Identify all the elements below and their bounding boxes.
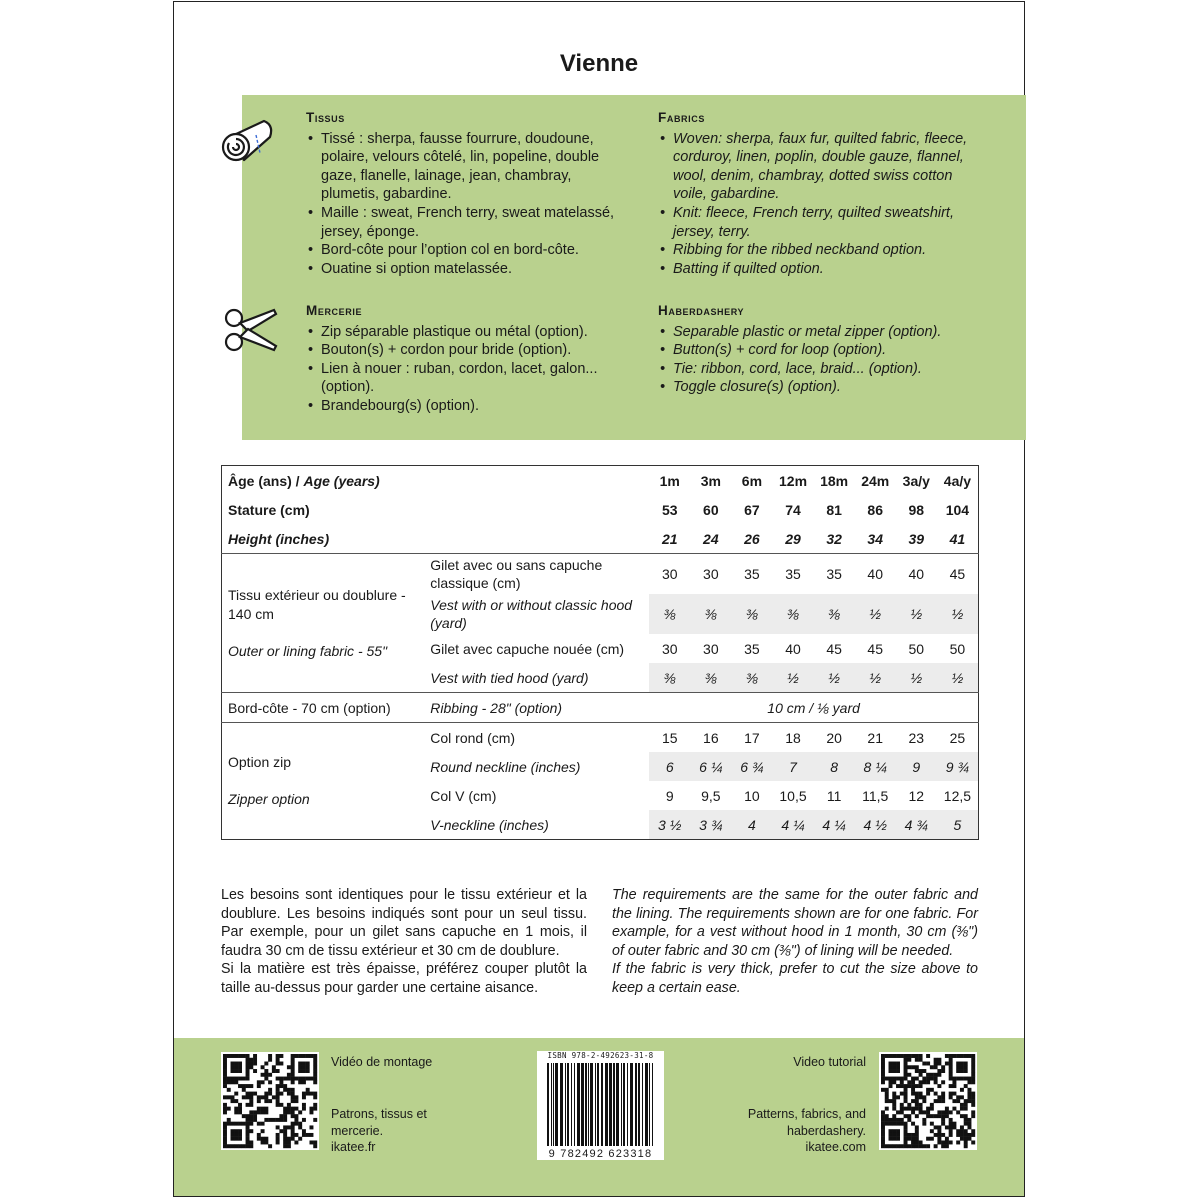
table-cell: 20: [814, 723, 855, 753]
fabrics-fr-heading: Tissus: [306, 110, 345, 125]
table-cell: 3a/y: [902, 472, 930, 489]
table-cell: ⅜: [814, 594, 855, 634]
table-cell: 30: [661, 640, 678, 657]
table-cell: 12,5: [943, 787, 972, 804]
list-item: • Tie: ribbon, cord, lace, braid... (option).: [658, 360, 980, 379]
vest-classic-cm-label: Gilet avec ou sans capuche classique (cm): [424, 554, 649, 595]
zip-group-label: Option zip Zipper option: [222, 723, 425, 840]
list-item: • Knit: fleece, French terry, quilted sweatshirt, jersey, terry.: [658, 204, 980, 241]
table-cell: 4 ¼: [772, 810, 813, 840]
v-cm-label: Col V (cm): [430, 787, 497, 804]
list-item: • Batting if quilted option.: [658, 260, 980, 279]
table-row: [222, 723, 979, 753]
table-cell: 24: [703, 530, 719, 547]
table-cell: 26: [744, 530, 760, 547]
fabrics-en-section: [658, 109, 980, 278]
qr-code-icon[interactable]: [879, 1052, 977, 1150]
pattern-back-sheet: [173, 1, 1025, 1197]
table-cell: ⅜: [731, 594, 772, 634]
ribbing-value: 10 cm / ⅛ yard: [649, 693, 978, 723]
table-cell: ⅜: [690, 594, 731, 634]
vest-tied-yd-label: Vest with tied hood (yard): [430, 669, 589, 686]
table-cell: ½: [896, 594, 937, 634]
table-cell: 5: [937, 810, 979, 840]
table-cell: 6 ¾: [731, 752, 772, 781]
table-cell: 21: [661, 530, 678, 547]
table-cell: ½: [937, 594, 979, 634]
table-cell: 40: [855, 554, 896, 595]
height-label: Height (inches): [228, 530, 330, 547]
table-cell: 6m: [741, 472, 763, 489]
table-cell: 53: [661, 501, 678, 518]
fabric-requirements-table: [221, 465, 979, 840]
table-cell: 32: [826, 530, 842, 547]
fabrics-fr-list: [306, 130, 630, 279]
list-item: • Woven: sherpa, faux fur, quilted fabric, fleece, corduroy, linen, poplin, double gauze, flannel, wool, denim, chambray, dotted swiss cotton voile, gabardine.: [658, 130, 980, 204]
round-cm-label: Col rond (cm): [424, 723, 649, 753]
table-cell: 35: [731, 554, 772, 595]
table-cell: 16: [690, 723, 731, 753]
table-cell: 23: [896, 723, 937, 753]
table-cell: 29: [785, 530, 801, 547]
footer-panel: [174, 1038, 1024, 1196]
vest-tied-cm-label: Gilet avec capuche nouée (cm): [430, 640, 625, 657]
table-cell: 25: [937, 723, 979, 753]
table-cell: 45: [826, 640, 842, 657]
list-item: • Bord-côte pour l’option col en bord-côte.: [306, 241, 630, 260]
table-cell: 12: [908, 787, 925, 804]
fabrics-en-list: [658, 130, 980, 279]
notions-fr-heading: Mercerie: [306, 303, 363, 318]
table-cell: 10: [744, 787, 760, 804]
table-cell: 30: [690, 554, 731, 595]
table-cell: 40: [896, 554, 937, 595]
table-cell: 81: [826, 501, 842, 518]
table-cell: 9 ¾: [937, 752, 979, 781]
table-cell: 8 ¼: [855, 752, 896, 781]
table-row: [222, 524, 979, 554]
table-cell: 3 ½: [649, 810, 690, 840]
table-cell: 45: [937, 554, 979, 595]
table-row: [222, 693, 979, 723]
table-cell: 104: [945, 501, 970, 518]
table-cell: 18m: [820, 472, 849, 489]
page-title: Vienne: [559, 50, 639, 77]
barcode-icon: [537, 1051, 664, 1160]
table-cell: 41: [949, 530, 966, 547]
table-cell: ½: [855, 663, 896, 693]
table-cell: ⅜: [731, 663, 772, 693]
v-in-label: V-neckline (inches): [430, 816, 549, 833]
table-cell: 8: [814, 752, 855, 781]
list-item: • Ouatine si option matelassée.: [306, 260, 630, 279]
shop-en-text: Patterns, fabrics, and haberdashery. ikatee.com: [747, 1107, 866, 1154]
table-cell: 24m: [861, 472, 890, 489]
notes-en: [612, 886, 978, 998]
table-cell: 50: [908, 640, 925, 657]
table-cell: 67: [744, 501, 760, 518]
table-cell: 4 ¼: [814, 810, 855, 840]
table-cell: 18: [772, 723, 813, 753]
notions-fr-section: [306, 302, 630, 416]
table-cell: ⅜: [690, 663, 731, 693]
outer-fabric-group-label: Tissu extérieur ou doublure - 140 cm Outer or lining fabric - 55": [222, 554, 425, 693]
list-item: • Tissé : sherpa, fausse fourrure, doudoune, polaire, velours côtelé, lin, popeline, double gaze, flanelle, lainage, jean, chambray, plumetis, gabardine.: [306, 130, 630, 204]
list-item: • Button(s) + cord for loop (option).: [658, 341, 980, 360]
list-item: • Toggle closure(s) (option).: [658, 378, 980, 397]
shop-fr-text: Patrons, tissus et mercerie. ikatee.fr: [331, 1107, 427, 1154]
table-cell: 3 ¾: [690, 810, 731, 840]
table-cell: 4 ½: [855, 810, 896, 840]
table-cell: 34: [867, 530, 883, 547]
notes-fr-paragraph: Les besoins sont identiques pour le tissu extérieur et la doublure. Les besoins indiqués sont pour un seul tissu. Par exemple, pour un gilet sans capuche en 1 mois, il faudra 30 cm de tissu extérieur et 30 cm de doublure.: [221, 887, 587, 959]
notes-fr-paragraph: Si la matière est très épaisse, préférez couper plutôt la taille au-dessus pour garder une certaine aisance.: [221, 961, 587, 996]
notes-fr: [221, 886, 587, 998]
ribbing-fr-label: Bord-côte - 70 cm (option): [222, 693, 425, 723]
table-cell: ½: [814, 663, 855, 693]
notions-en-list: [658, 323, 980, 397]
table-row: [222, 466, 979, 496]
site-en-link[interactable]: ikatee.com: [805, 1140, 866, 1154]
list-item: • Brandebourg(s) (option).: [306, 397, 630, 416]
table-cell: ½: [855, 594, 896, 634]
video-en-link[interactable]: Video tutorial: [793, 1055, 866, 1069]
fabrics-fr-section: [306, 109, 630, 278]
table-cell: ½: [937, 663, 979, 693]
isbn-number: ISBN 978-2-492623-31-8: [547, 1051, 654, 1060]
table-cell: 35: [814, 554, 855, 595]
table-cell: 15: [649, 723, 690, 753]
ean-number: 9 782492 623318: [548, 1148, 653, 1160]
table-cell: 9,5: [701, 787, 721, 804]
video-fr-link[interactable]: Vidéo de montage: [331, 1055, 433, 1069]
notes-en-paragraph: The requirements are the same for the outer fabric and the lining. The requirements shown are for one fabric. For example, for a vest without hood in 1 month, 30 cm (⅜") of outer fabric and 30 cm (⅜") of lining will be needed.: [612, 887, 978, 959]
table-cell: 7: [772, 752, 813, 781]
vest-classic-yd-label: Vest with or without classic hood (yard): [430, 597, 633, 631]
list-item: • Bouton(s) + cordon pour bride (option).: [306, 341, 630, 360]
table-row: [222, 554, 979, 595]
table-cell: 1m: [659, 472, 680, 489]
table-cell: 11: [826, 787, 842, 804]
table-cell: 74: [785, 501, 801, 518]
scissors-icon: [222, 304, 278, 356]
table-cell: 50: [949, 640, 966, 657]
age-label: Âge (ans) / Age (years): [228, 472, 380, 489]
table-cell: ½: [772, 663, 813, 693]
list-item: • Zip séparable plastique ou métal (option).: [306, 323, 630, 342]
table-cell: 6 ¼: [690, 752, 731, 781]
list-item: • Lien à nouer : ruban, cordon, lacet, galon... (option).: [306, 360, 630, 397]
table-cell: ½: [896, 663, 937, 693]
table-cell: 86: [867, 501, 883, 518]
stature-label: Stature (cm): [228, 501, 310, 518]
table-row: [222, 495, 979, 524]
fabrics-en-heading: Fabrics: [658, 110, 705, 125]
table-cell: 17: [731, 723, 772, 753]
table-cell: ⅜: [649, 594, 690, 634]
table-cell: 9: [896, 752, 937, 781]
table-cell: 35: [772, 554, 813, 595]
notions-en-section: [658, 302, 980, 397]
table-cell: 4: [731, 810, 772, 840]
fabric-roll-icon: [220, 115, 276, 167]
table-cell: 35: [744, 640, 760, 657]
table-cell: 30: [649, 554, 690, 595]
table-cell: ⅜: [772, 594, 813, 634]
table-cell: 4a/y: [943, 472, 972, 489]
table-cell: 4 ¾: [896, 810, 937, 840]
ribbing-en-label: Ribbing - 28" (option): [424, 693, 649, 723]
qr-code-icon[interactable]: [221, 1052, 319, 1150]
table-cell: 12m: [779, 472, 808, 489]
list-item: • Ribbing for the ribbed neckband option.: [658, 241, 980, 260]
table-cell: 6: [649, 752, 690, 781]
table-cell: 21: [855, 723, 896, 753]
table-cell: 10,5: [779, 787, 807, 804]
table-cell: 45: [867, 640, 883, 657]
notions-fr-list: [306, 323, 630, 416]
table-cell: 3m: [700, 472, 721, 489]
notes-en-paragraph: If the fabric is very thick, prefer to cut the size above to keep a certain ease.: [612, 961, 978, 996]
site-fr-link[interactable]: ikatee.fr: [331, 1140, 376, 1154]
table-cell: 40: [785, 640, 801, 657]
table-cell: 9: [665, 787, 674, 804]
table-cell: 39: [908, 530, 925, 547]
notions-en-heading: Haberdashery: [658, 303, 745, 318]
table-cell: 60: [703, 501, 719, 518]
table-cell: 98: [908, 501, 925, 518]
list-item: • Separable plastic or metal zipper (option).: [658, 323, 980, 342]
table-cell: ⅜: [649, 663, 690, 693]
table-cell: 11,5: [862, 787, 889, 804]
list-item: • Maille : sweat, French terry, sweat matelassé, jersey, éponge.: [306, 204, 630, 241]
round-in-label: Round neckline (inches): [430, 758, 581, 775]
table-cell: 30: [703, 640, 719, 657]
